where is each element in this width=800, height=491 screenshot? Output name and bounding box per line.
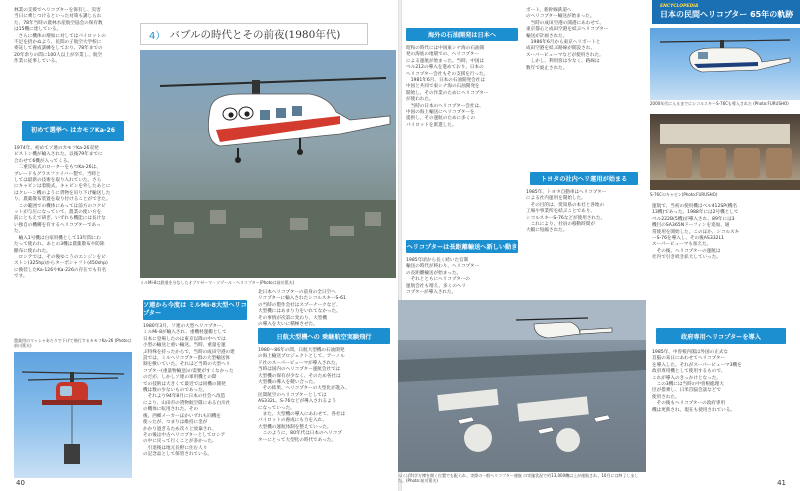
right-col1-text: 昭和の時代には中国東シナ海の石油開 発の海底の地層での、ヘリコプター による運航が始まった。当時、中国は ベル212の導入を進めており、日本の ヘリコプター会社もその支援を行った。 1981年6月、日本の石油開発会社は 中国と共同で東シナ海の石油開発を 開始し、その作業のためにヘリコプター が使われた。 当時の日本のヘリコプター会社は、 中国の海上輸送にヘリコプターを 提供し、その運航のために多くの パイロットを派遣した。 [406,46,489,128]
s76-helicopter-illustration [650,28,800,100]
section-heading-ekiden: 日航大型機への 乗継航空実験飛行 [258,328,390,344]
chapter-title-number: 4） [149,30,166,42]
ka26-photo [14,352,132,478]
section-heading-ka26: 初めて選挙へ はカモフKa-26 [22,121,124,141]
chapter-title-text: バブルの時代とその前夜(1980年代) [169,28,341,41]
mi8-photo [140,50,396,278]
right-col3-text: 運航で、当初の使用機はベル412SP(機名 13機)であった。1988年には2号機として ベル222B(5機)が導入され、89年には3 機目のSA365Nドーフィンを追加、通 常使用を開始した。このほか、シコルスキ ーS-76を導入し、その後AS332L1 スーパーピューマも加えた。 その後、ヘリコプターの運航は 社内で引き続き拡大していった。 [652,204,740,261]
left-col2-text: 1980年3月、ソ連の大型ヘリコプター、 ミルMi-8が輸入され、重機材運搬として 日本に登場したのは東京以降の中へでは 小型の輸送と重い輸送。当時、重量を運 ぶ特殊を持ったからで、当時の成田空港の建 設では、ミルヘリコプター群の大型輸送体 制を敷いていた。それほど当時の大型ヘリ コプター(重量物輸送)の需要がすくなかった のだが、しかしソ連の軍用機との間 での技術は大きくて最近では同機の開発 機は数の少ないものであった。 それより94年8月に日本の社会へ改造 により、山田市の貨物航空隊にある白川社 の機体に転用された。その 後、西郷メーカーほかいずれも同機を 使ったが、つまりは維持に金が かかり過ぎるため次々と放棄され、 その後は中古ヘリコプターとしてロシア の中に戻って行くことが多かった。 引退後は地元長野に住む人々 の記念品として保管されている。 [143,324,235,458]
airport-illustration [398,300,646,472]
right-page-number: 41 [777,479,786,487]
mi8-helicopter-illustration [140,50,396,278]
running-header [652,0,800,24]
s76-photo [650,28,800,100]
section-heading-air: 政府専用ヘリコプターを導入 [656,328,786,344]
right-col2-text-b: 1985年、トヨタ自動車はヘリコプター による社内運用を開始した。 その目的は、愛知県の本社と各地の 工場や事業所を結ぶことであり、 シコルスキーS-76などが使用された。 これにより、社員の移動時間が 大幅に短縮された。 [526,190,607,234]
chapter-title [140,23,368,45]
section-heading-longhaul: ヘリコプターは長距離輸送へ新しい動き [406,240,518,253]
section-heading-toyota: トヨタの社内ヘリ運用が始まる [530,172,638,185]
interior-photo-caption: S-76Cのキャビン(Photo:FURUSHO) [650,192,718,197]
running-header-title: 日本の民間ヘリコプター 65年の軌跡 [660,10,794,19]
s76-photo-caption: 2000年代に入るまでにシコルスキーS-76Cも導入された (Photo:FURUSHO) [650,101,789,106]
section-heading-sea: 海外の石油開発は日本へ [406,28,518,41]
interior-photo [650,114,800,190]
right-col1-text-b: 1985年頃から長く続いた官制 輸送の時代が終わり、ヘリコプター の長距離輸送が始まった。 それとともにヘリコプターの 運航会社も増え、多くのヘリ コプターが導入された。 [406,258,480,296]
mi8-photo-caption: ミルMi-8は鉄道を分なしたオブリゼーマ・ソゾール・ヘリコプター(Photoは前川篤夫) [140,280,295,285]
ka26-photo-caption: 農業用のマッシャあたりで下げて飛行するカモフKa-26 (Photoは前川篤夫) [14,338,132,349]
section-heading-mi8: ソ連から今度は ミルMi-8大型ヘリコプター [143,300,247,320]
airport-photo-caption: つくば科学万博を開く位置でも配られ、実際の一般ヘリコプター運航 の実施状況で約13,000機以上が運航され、10月には終了しました。(Photo:前川篤夫) [398,473,639,484]
right-col3-text-b: 1985年、中曽根内閣は外国の正式な 首脳の来日にあわせてヘリコプター を導入した。それがスーパーピューマ3機を 政府専用機として使用するもので、 これが導入のきっかけとなった。 この3機には当時の中曽根総理大 臣が搭乗し、日米首脳会談などで 使用された。 その後もヘリコプターの政府専用 機は更新され、現在も使用されている。 [652,350,742,413]
cabin-interior-illustration [650,114,800,190]
left-page [0,0,398,491]
left-col1-text-b: 1974年、初めてソ連のカモフKa-26双発 ピストン機が輸入された。以後79年までに 合わせて6機が入ってくる。 二重反転式のローターをもつKa-26は、 ブレードもグラスファイバー製で、当時と しては最新の技術を取り入れていた。さら にキャビンは着脱式。キャビンを外したあとに はクレーン機のように貨物を吊り下げ輸送した り、農薬散布装置を取り付けることができた。 この範囲での機体にあっては前方のコクピ ットが与圧になっていて、農業の使い方を 前にともえで研ぎ、いずれも機能には長けな い独自の機構を有するヘリコプターであっ た。 輸入1号機は白家用機として13年間にわ たって使われ、あとの3機は農薬散布や防除 撒布に使われた。 ロシアでは、その後ゆこうのエンジンをピ ストン(325hp)からターボシャフト(450shp) に換装したKa-126やKa-226の存在でも有名 です。 [14,146,111,280]
right-page [398,0,800,491]
ka26-helicopter-illustration [14,352,132,478]
left-col1-text: 林業の支援でヘリコプターを保有し、災害 当日に乗じつけるといった対策も講じられ た。78年当時の農林水産航空協会の保有数 は15機に達している。 さらに機体の増加に対してはパイロットの 不足を招かぬよう、民間の子航空大学校に 委託して養成訓練をしており、78年までの 20年余りの間に100人以上が卒業し、航空 作業に従事している。 [14,8,106,65]
right-col2-text: ポート、新幹線鉄道へ のヘリコプター輸送が始まった。 当時の成田空港の開港にあわせて、 東京都心と成田空港を結ぶヘリコプター 輸送が計画された。 1986年6月から東京へリポートと 成田空港を結ぶ路線が開設され、 スーパーピューマなどが使用された。 しかし、利用客は少なく、路線は 数年で廃止された。 [526,8,609,71]
left-page-number: 40 [16,479,25,487]
airport-photo [398,300,646,472]
left-col3-text: 北日本ヘリコプターの前身の全日空ヘ リコプターに輸入されたシコルスキーS-61 の当時の製作会社はスプーナークなど、 大型機にはあまり力をいれてなかった。 その事情が次第に変わり、大型機 の導入を大いに積極させた。 [258,290,346,328]
running-header-kicker: ENCYCLOPEDIA [660,4,699,9]
left-col3-text-b: 1980〜86年の間、日航大型機の石油開発 の海上輸送プロジェクトとして、アーノル ド社のスーパーピューマが導入された。 当時は国内のヘリコプター運航会社では 大型機の保有が少なく、そのため各社は 大型機の導入を競い合った。 その結果、ヘリコプターの大型化が進み、 民間航空のヘリコプターとしては AS332L、S-76などが導入されるよう になっていった。 また、大型機の導入にあわせて、各社は パイロットの養成にも力を入れ、 大型機の運航体制を整えていった。 このように、80年代は日本のヘリコプ ターにとって大型化の時代であった。 [258,348,350,443]
